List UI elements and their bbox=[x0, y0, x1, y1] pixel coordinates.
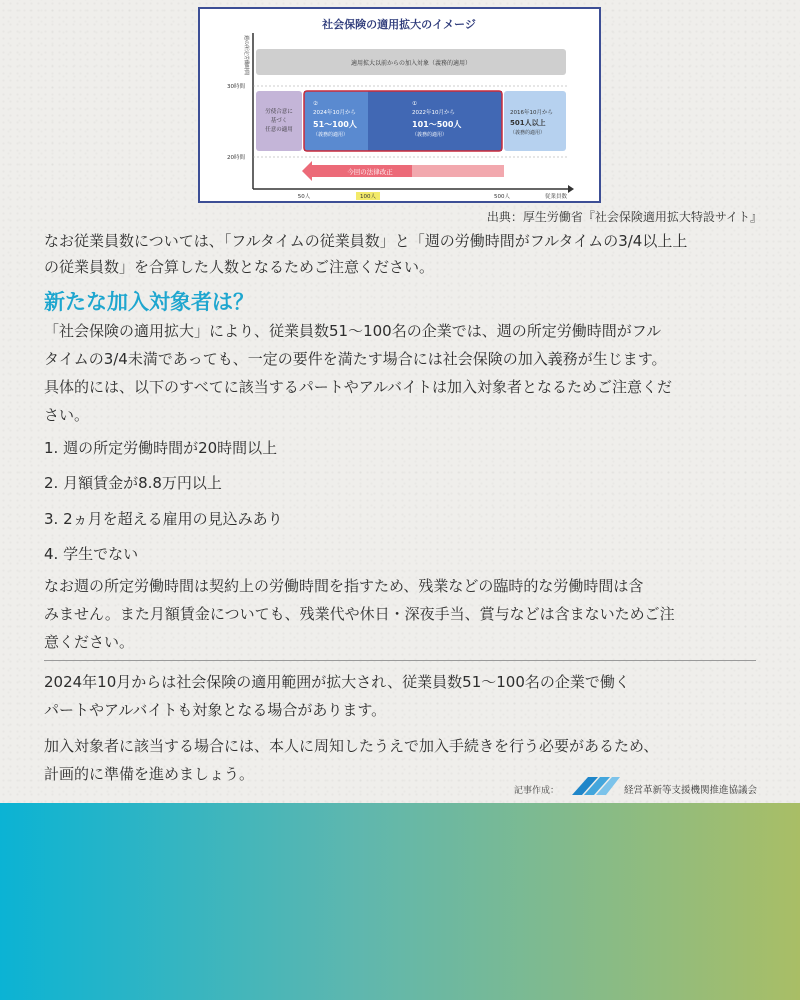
paragraph-line: なお従業員数については、「フルタイムの従業員数」と「週の労働時間がフルタイムの3/4以上上 bbox=[44, 232, 688, 250]
org-logo-icon bbox=[570, 775, 622, 797]
box-2016-range: 501人以上 bbox=[510, 119, 546, 127]
box-2024-num: ② bbox=[313, 101, 318, 107]
figure-diagram bbox=[200, 9, 599, 201]
xtick-500: 500人 bbox=[494, 194, 510, 200]
paragraph-line: 計画的に準備を進めましょう。 bbox=[44, 765, 255, 783]
box-2022-num: ① bbox=[412, 101, 417, 107]
paragraph-line: みません。また月額賃金についても、残業代や休日・深夜手当、賞与などは含まないためご注 bbox=[44, 605, 675, 623]
paragraph-line: の従業員数」を合算した人数となるためご注意ください。 bbox=[44, 258, 435, 276]
box-2024-note: （義務的適用） bbox=[313, 132, 349, 138]
paragraph-line: 具体的には、以下のすべてに該当するパートやアルバイトは加入対象者となるためご注意くだ bbox=[44, 378, 673, 396]
paragraph-preparation bbox=[44, 733, 764, 787]
voluntary-line-1: 労使合意に bbox=[265, 109, 293, 115]
list-item: 1. 週の所定労働時間が20時間以上 bbox=[44, 439, 278, 457]
paragraph-working-hours-note bbox=[44, 573, 764, 655]
xtick-50: 50人 bbox=[297, 194, 311, 200]
voluntary-line-3: 任意の適用 bbox=[265, 127, 293, 133]
paragraph-line: 加入対象者に該当する場合には、本人に周知したうえで加入手続きを行う必要があるため、 bbox=[44, 737, 659, 755]
list-item: 3. 2ヵ月を超える雇用の見込みあり bbox=[44, 510, 283, 528]
box-2016-note: （義務的適用） bbox=[510, 130, 546, 136]
yaxis-label: 週の所定労働時間 bbox=[243, 35, 249, 76]
top-bar-label: 適用拡大以前からの加入対象（義務的適用） bbox=[350, 60, 472, 67]
ytick-30: 30時間 bbox=[227, 84, 245, 90]
xtick-100: 100人 bbox=[360, 194, 376, 200]
footer-gradient-band bbox=[0, 803, 800, 1000]
paragraph-line: なお週の所定労働時間は契約上の労働時間を指すため、残業などの臨時的な労働時間は含 bbox=[44, 577, 644, 595]
paragraph-summary bbox=[44, 669, 764, 723]
law-arrow-label: 今回の法律改正 bbox=[347, 168, 393, 176]
section-heading: 新たな加入対象者は？ bbox=[44, 290, 254, 314]
box-2024-date: 2024年10月から bbox=[313, 110, 356, 116]
org-name: 経営革新等支援機関推進協議会 bbox=[624, 785, 758, 796]
box-2022-range: 101〜500人 bbox=[412, 120, 462, 129]
xaxis-label: 従業員数 bbox=[544, 194, 568, 200]
figure-title: 社会保険の適用拡大のイメージ bbox=[322, 18, 476, 31]
ytick-20: 20時間 bbox=[227, 155, 245, 161]
paragraph-line: さい。 bbox=[44, 406, 90, 424]
law-arrow-head bbox=[302, 161, 312, 181]
box-2024-range: 51〜100人 bbox=[313, 120, 357, 129]
box-2022-note: （義務的適用） bbox=[412, 132, 448, 138]
paragraph-line: タイムの3/4未満であっても、一定の要件を満たす場合には社会保険の加入義務が生じます。 bbox=[44, 350, 667, 368]
list-item: 4. 学生でない bbox=[44, 545, 139, 563]
paragraph-line: 2024年10月からは社会保険の適用範囲が拡大され、従業員数51〜100名の企業で働く bbox=[44, 673, 630, 691]
paragraph-employee-count bbox=[44, 228, 764, 280]
box-2016-date: 2016年10月から bbox=[510, 110, 553, 116]
paragraph-line: 「社会保険の適用拡大」により、従業員数51〜100名の企業では、週の所定労働時間がフル bbox=[44, 322, 662, 340]
credit-label: 記事作成： bbox=[514, 786, 560, 796]
paragraph-line: パートやアルバイトも対象となる場合があります。 bbox=[44, 701, 387, 719]
figure-caption: 出典：厚生労働省『社会保険適用拡大特設サイト』 bbox=[486, 210, 762, 224]
x-axis-arrow bbox=[568, 185, 574, 193]
paragraph-line: 意ください。 bbox=[44, 633, 135, 651]
box-2022-date: 2022年10月から bbox=[412, 110, 455, 116]
section-divider bbox=[44, 660, 756, 661]
paragraph-new-eligibility bbox=[44, 318, 764, 428]
list-item: 2. 月額賃金が8.8万円以上 bbox=[44, 474, 222, 492]
voluntary-line-2: 基づく bbox=[270, 118, 288, 124]
coverage-expansion-figure bbox=[198, 7, 601, 203]
